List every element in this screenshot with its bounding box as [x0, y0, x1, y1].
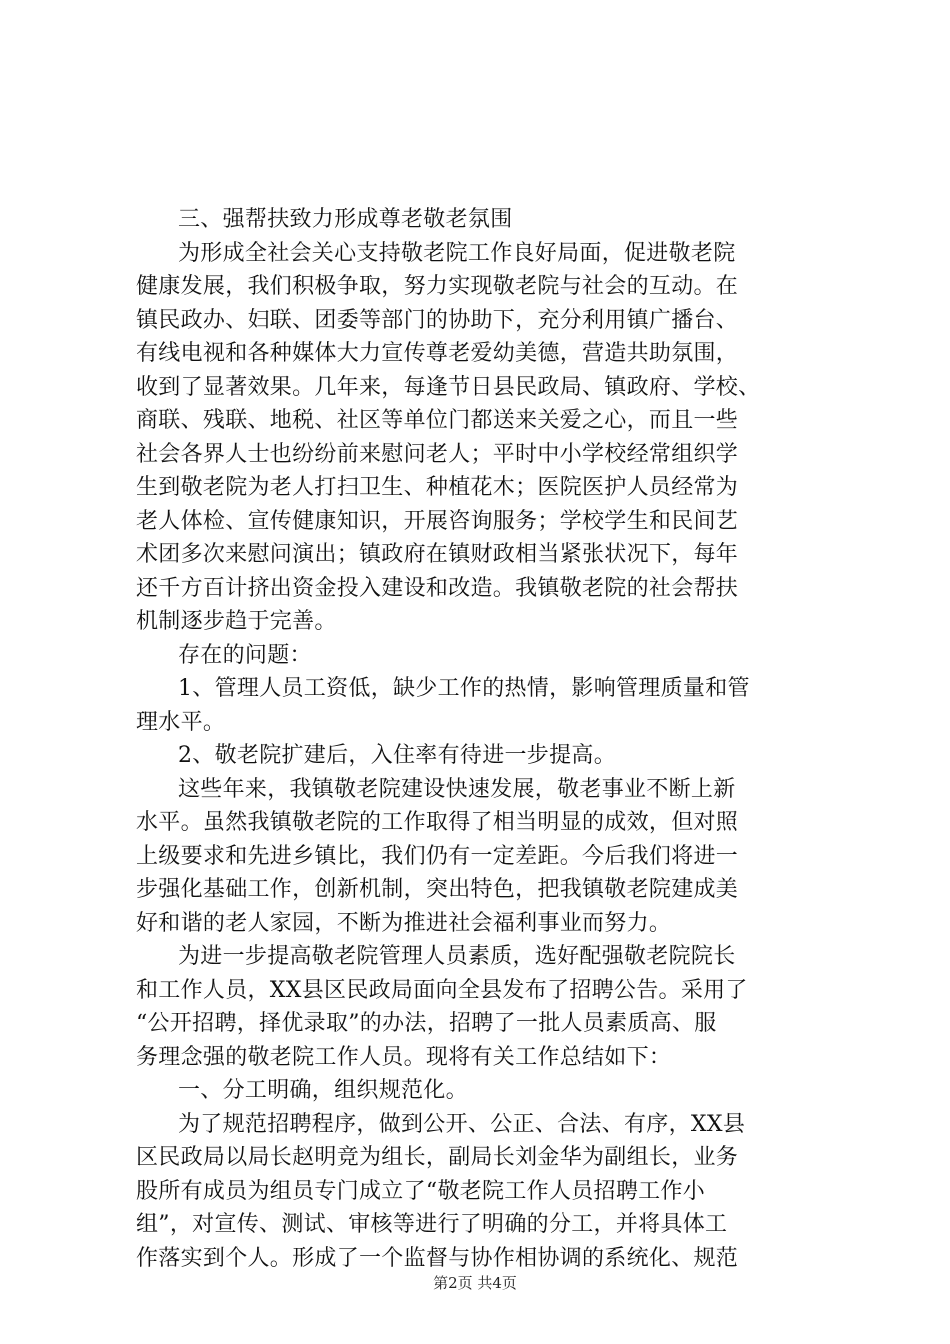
paragraph-line: 上级要求和先进乡镇比，我们仍有一定差距。今后我们将进一: [136, 844, 739, 869]
paragraph-line: 生到敬老院为老人打扫卫生、种植花木；医院医护人员经常为: [136, 475, 739, 500]
paragraph-line: 股所有成员为组员专门成立了“敬老院工作人员招聘工作小: [136, 1179, 706, 1204]
paragraph-line: 和工作人员，XX县区民政局面向全县发布了招聘公告。采用了: [136, 978, 748, 1003]
paragraph-line: 为进一步提高敬老院管理人员素质，选好配强敬老院院长: [178, 944, 736, 969]
section-heading: 一、分工明确，组织规范化。: [178, 1078, 468, 1103]
paragraph-line: 收到了显著效果。几年来，每逢节日县民政局、镇政府、学校、: [136, 375, 761, 400]
paragraph-line: 水平。虽然我镇敬老院的工作取得了相当明显的成效，但对照: [136, 810, 739, 835]
paragraph-line: 组”，对宣传、测试、审核等进行了明确的分工，并将具体工: [136, 1212, 728, 1237]
paragraph-line: 机制逐步趋于完善。: [136, 609, 337, 634]
paragraph-line: 务理念强的敬老院工作人员。现将有关工作总结如下：: [136, 1045, 672, 1070]
paragraph-line: 为了规范招聘程序，做到公开、公正、合法、有序，XX县: [178, 1112, 746, 1137]
paragraph-line: 镇民政办、妇联、团委等部门的协助下，充分利用镇广播台、: [136, 308, 739, 333]
section-heading: 三、强帮扶致力形成尊老敬老氛围: [178, 207, 513, 232]
page-number-footer: 第2页 共4页: [433, 1274, 517, 1292]
paragraph-line: 理水平。: [136, 710, 226, 735]
list-item: 2、敬老院扩建后，入住率有待进一步提高。: [178, 743, 616, 768]
list-item: 1、管理人员工资低，缺少工作的热情，影响管理质量和管: [178, 676, 750, 701]
paragraph-line: 这些年来，我镇敬老院建设快速发展，敬老事业不断上新: [178, 777, 736, 802]
paragraph-line: 社会各界人士也纷纷前来慰问老人；平时中小学校经常组织学: [136, 442, 739, 467]
paragraph-line: 老人体检、宣传健康知识，开展咨询服务；学校学生和民间艺: [136, 509, 739, 534]
paragraph-line: 健康发展，我们积极争取，努力实现敬老院与社会的互动。在: [136, 274, 739, 299]
paragraph-line: 步强化基础工作，创新机制，突出特色，把我镇敬老院建成美: [136, 877, 739, 902]
paragraph-line: 商联、残联、地税、社区等单位门都送来关爱之心，而且一些: [136, 408, 739, 433]
paragraph-line: 作落实到个人。形成了一个监督与协作相协调的系统化、规范: [136, 1246, 739, 1271]
paragraph-line: 区民政局以局长赵明竞为组长，副局长刘金华为副组长，业务: [136, 1145, 739, 1170]
section-heading: 存在的问题：: [178, 643, 312, 668]
paragraph-line: 术团多次来慰问演出；镇政府在镇财政相当紧张状况下，每年: [136, 542, 739, 567]
paragraph-line: 为形成全社会关心支持敬老院工作良好局面，促进敬老院: [178, 241, 736, 266]
paragraph-line: 好和谐的老人家园，不断为推进社会福利事业而努力。: [136, 911, 672, 936]
paragraph-line: 还千方百计挤出资金投入建设和改造。我镇敬老院的社会帮扶: [136, 576, 739, 601]
paragraph-line: “公开招聘，择优录取”的办法，招聘了一批人员素质高、服: [136, 1011, 717, 1036]
paragraph-line: 有线电视和各种媒体大力宣传尊老爱幼美德，营造共助氛围，: [136, 341, 739, 366]
